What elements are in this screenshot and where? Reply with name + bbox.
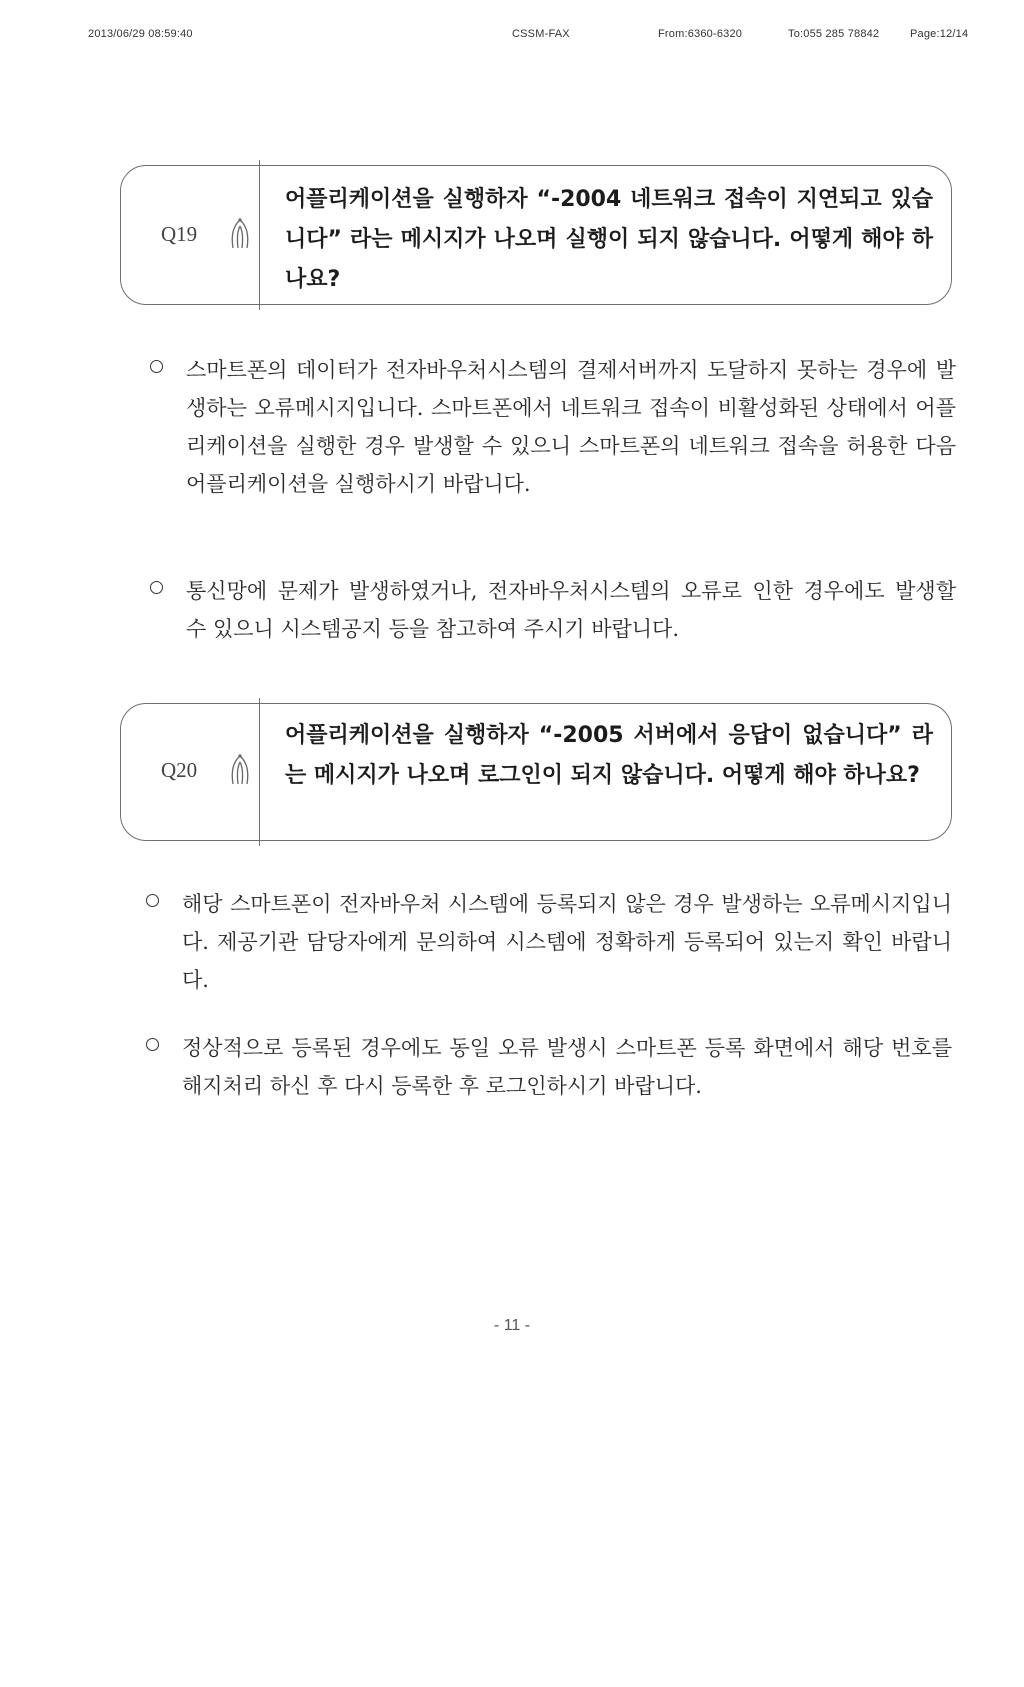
question-box-q19 bbox=[120, 165, 952, 305]
answer-item bbox=[146, 1029, 952, 1105]
fax-source: CSSM-FAX bbox=[512, 28, 570, 40]
answer-item bbox=[146, 885, 952, 999]
question-divider bbox=[259, 698, 260, 846]
answer-text: 스마트폰의 데이터가 전자바우처시스템의 결제서버까지 도달하지 못하는 경우에 발생하는 오류메시지입니다. 스마트폰에서 네트워크 접속이 비활성화된 상태에서 어플리케이션을 실행한 경우 발생할 수 있으니 스마트폰의 네트워크 접속을 허용한 다음 어플리케이션을 실행하시기 바랍니다. bbox=[186, 358, 956, 496]
question-text: 어플리케이션을 실행하자 “-2005 서버에서 응답이 없습니다” 라는 메시지가 나오며 로그인이 되지 않습니다. 어떻게 해야 하나요? bbox=[285, 723, 933, 788]
circle-bullet-icon bbox=[146, 1038, 159, 1051]
fountain-icon bbox=[227, 752, 253, 788]
question-number: Q19 bbox=[161, 222, 198, 246]
fax-header bbox=[88, 28, 976, 44]
answer-text: 해당 스마트폰이 전자바우처 시스템에 등록되지 않은 경우 발생하는 오류메시지입니다. 제공기관 담당자에게 문의하여 시스템에 정확하게 등록되어 있는지 확인 바랍니다. bbox=[182, 892, 952, 992]
circle-bullet-icon bbox=[150, 360, 163, 373]
fax-timestamp: 2013/06/29 08:59:40 bbox=[88, 28, 193, 40]
question-text: 어플리케이션을 실행하자 “-2004 네트워크 접속이 지연되고 있습니다” 라는 메시지가 나오며 실행이 되지 않습니다. 어떻게 해야 하나요? bbox=[285, 187, 933, 292]
question-number: Q20 bbox=[161, 758, 198, 782]
answer-item bbox=[150, 572, 956, 648]
fax-page: Page:12/14 bbox=[910, 28, 969, 40]
fax-to: To:055 285 78842 bbox=[788, 28, 880, 40]
fountain-icon bbox=[227, 216, 253, 252]
circle-bullet-icon bbox=[146, 894, 159, 907]
circle-bullet-icon bbox=[150, 581, 163, 594]
fax-from: From:6360-6320 bbox=[658, 28, 743, 40]
question-box-q20 bbox=[120, 703, 952, 841]
question-divider bbox=[259, 160, 260, 310]
answer-text: 정상적으로 등록된 경우에도 동일 오류 발생시 스마트폰 등록 화면에서 해당 번호를 해지처리 하신 후 다시 등록한 후 로그인하시기 바랍니다. bbox=[182, 1036, 952, 1098]
answer-item bbox=[150, 351, 956, 503]
answer-text: 통신망에 문제가 발생하였거나, 전자바우처시스템의 오류로 인한 경우에도 발생할 수 있으니 시스템공지 등을 참고하여 주시기 바랍니다. bbox=[186, 579, 956, 641]
page-number: - 11 - bbox=[493, 1317, 531, 1334]
